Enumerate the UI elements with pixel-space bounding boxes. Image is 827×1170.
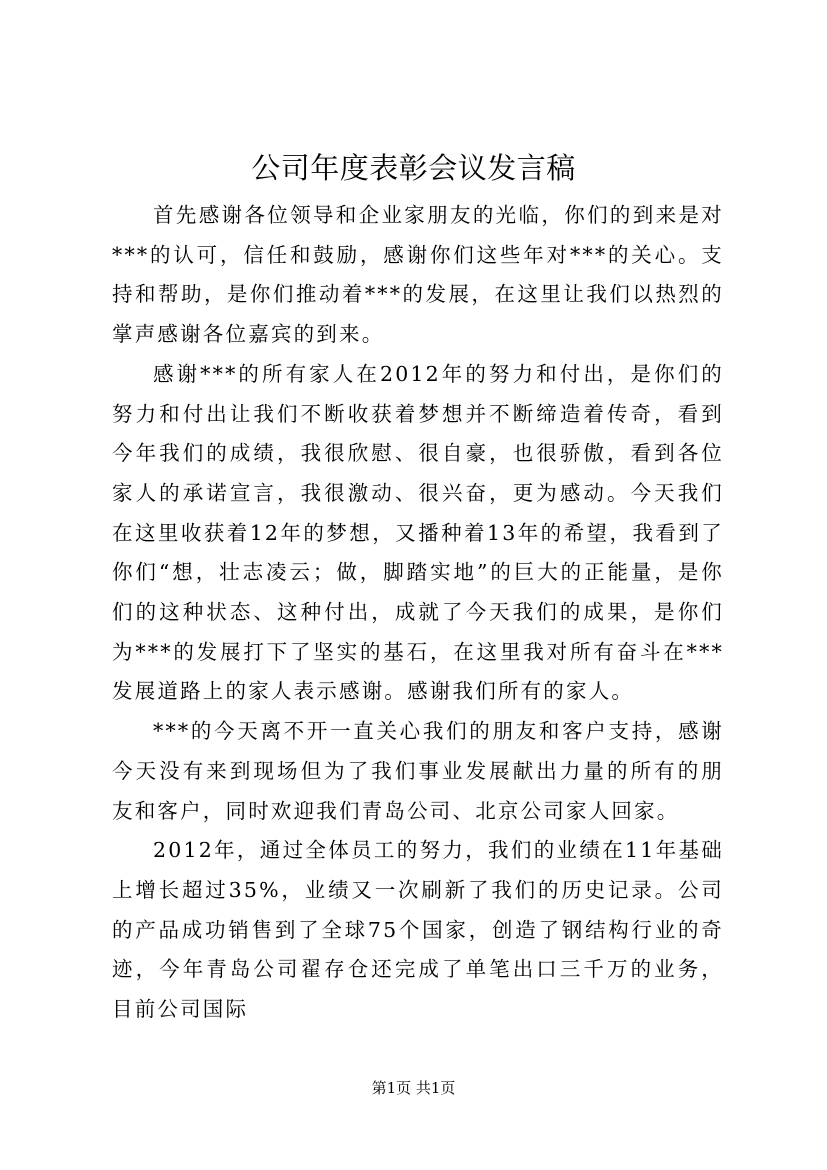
paragraph-4: 2012年，通过全体员工的努力，我们的业绩在11年基础上增长超过35%，业绩又一次刷新了我们的历史记录。公司的产品成功销售到了全球75个国家，创造了钢结构行业的奇迹，今年青岛公司翟存仓还完成了单笔出口三千万的业务，目前公司国际 <box>112 838 724 1022</box>
document-body <box>112 196 724 1030</box>
document-title: 公司年度表彰会议发言稿 <box>251 151 576 185</box>
paragraph-2: 感谢***的所有家人在2012年的努力和付出，是你们的努力和付出让我们不断收获着梦想并不断缔造着传奇，看到今年我们的成绩，我很欣慰、很自豪，也很骄傲，看到各位家人的承诺宣言，我很激动、很兴奋，更为感动。今天我们在这里收获着12年的梦想，又播种着13年的希望，我看到了你们“想，壮志凌云；做，脚踏实地”的巨大的正能量，是你们的这种状态、这种付出，成就了今天我们的成果，是你们为***的发展打下了坚实的基石，在这里我对所有奋斗在***发展道路上的家人表示感谢。感谢我们所有的家人。 <box>112 361 724 704</box>
page-number-footer: 第1页 共1页 <box>371 1079 456 1097</box>
paragraph-3: ***的今天离不开一直关心我们的朋友和客户支持，感谢今天没有来到现场但为了我们事业发展献出力量的所有的朋友和客户，同时欢迎我们青岛公司、北京公司家人回家。 <box>112 719 724 823</box>
paragraph-1: 首先感谢各位领导和企业家朋友的光临，你们的到来是对***的认可，信任和鼓励，感谢你们这些年对***的关心。支持和帮助，是你们推动着***的发展，在这里让我们以热烈的掌声感谢各位嘉宾的到来。 <box>112 203 724 347</box>
